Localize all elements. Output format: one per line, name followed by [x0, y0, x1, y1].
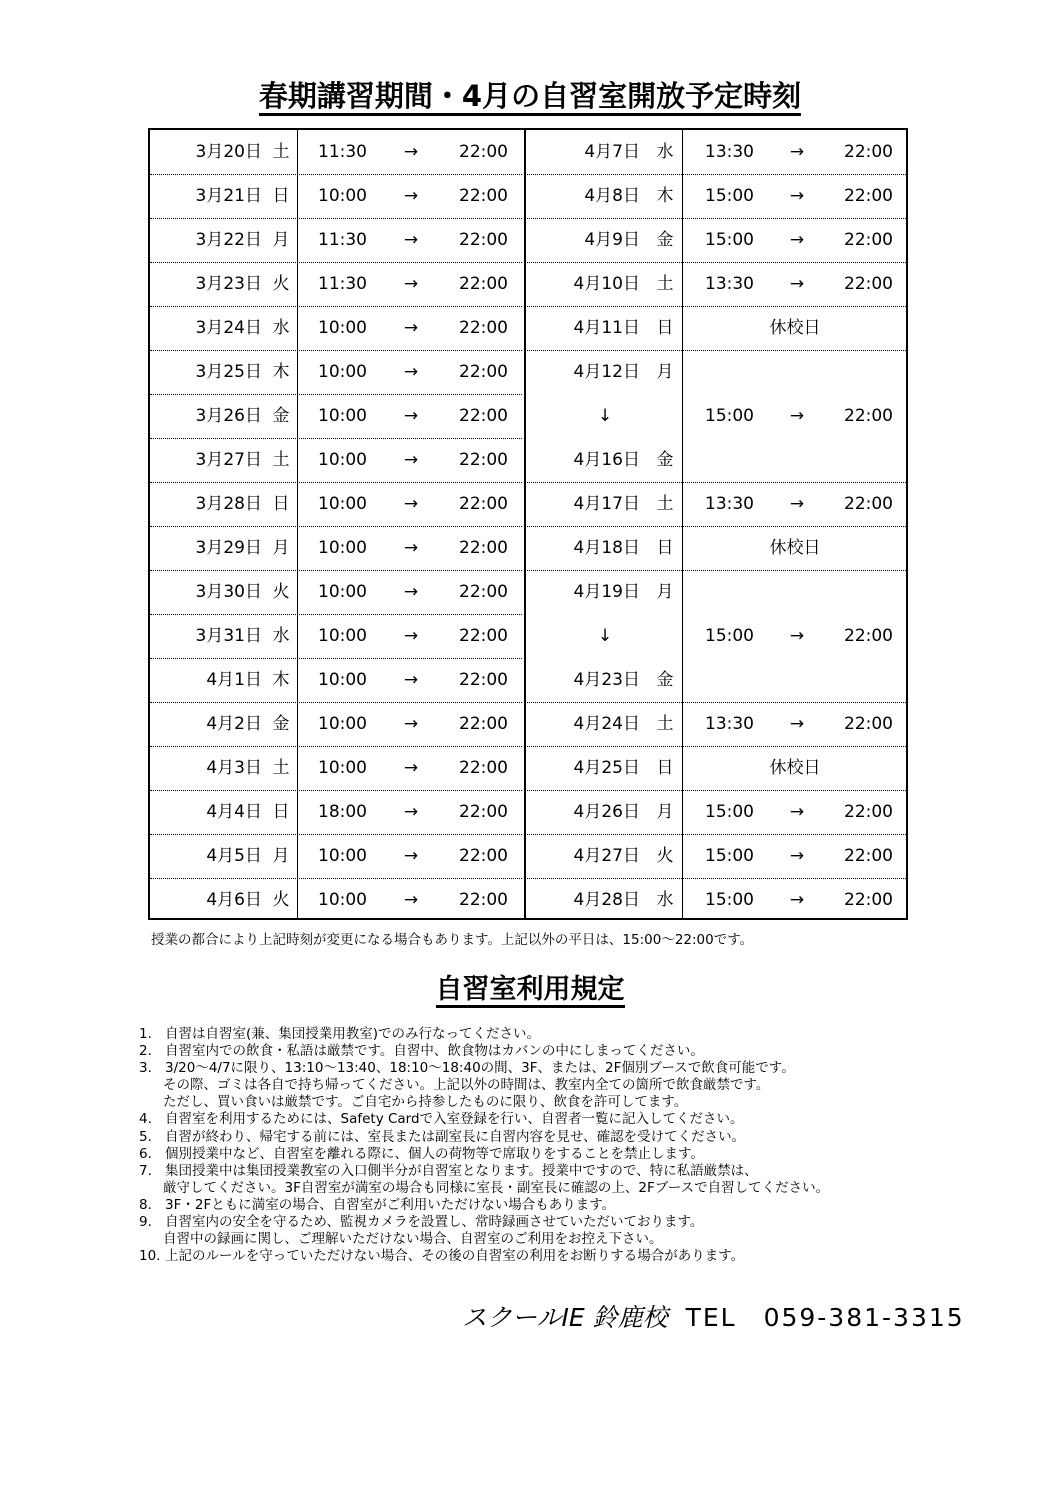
row-date: 3月23日 [195, 274, 262, 294]
row-open-time: 13:30 [705, 142, 754, 162]
rule-item [135, 1111, 915, 1128]
row-open-time: 10:00 [318, 450, 367, 470]
row-weekday: 日 [656, 318, 674, 338]
row-arrow: → [403, 890, 419, 910]
row-date: 4月8日 [584, 186, 640, 206]
rule-text: 3/20～4/7に限り、13:10～13:40、18:10～18:40の間、3F、または、2F個別ブースで飲食可能です。 [165, 1060, 795, 1077]
row-arrow: → [789, 406, 805, 426]
row-date: 3月31日 [195, 626, 262, 646]
row-arrow: → [789, 186, 805, 206]
footer [462, 1298, 965, 1338]
row-date: 3月30日 [195, 582, 262, 602]
row-arrow: → [403, 582, 419, 602]
row-open-time: 10:00 [318, 758, 367, 778]
row-close-time: 22:00 [844, 714, 893, 734]
row-open-time: 11:30 [318, 142, 367, 162]
row-arrow: → [403, 670, 419, 690]
row-open-time: 10:00 [318, 582, 367, 602]
row-close-time: 22:00 [459, 186, 508, 206]
row-arrow: → [403, 318, 419, 338]
row-close-time: 22:00 [459, 802, 508, 822]
rule-item [135, 1146, 915, 1163]
row-weekday: 土 [272, 758, 290, 778]
closed-day: 休校日 [769, 758, 821, 778]
row-close-time: 22:00 [459, 142, 508, 162]
schedule-note: 授業の都合により上記時刻が変更になる場合もあります。上記以外の平日は、15:00～22:00です。 [151, 932, 754, 948]
row-arrow: → [789, 890, 805, 910]
row-close-time: 22:00 [459, 582, 508, 602]
rule-item [135, 1214, 915, 1231]
row-open-time: 15:00 [705, 846, 754, 866]
row-weekday: 金 [272, 714, 290, 734]
row-date: 4月19日 [573, 582, 640, 602]
row-close-time: 22:00 [844, 142, 893, 162]
row-date: 3月22日 [195, 230, 262, 250]
row-weekday: 月 [272, 846, 290, 866]
row-arrow: → [403, 494, 419, 514]
row-arrow: → [789, 142, 805, 162]
row-open-time: 10:00 [318, 538, 367, 558]
row-arrow: → [403, 362, 419, 382]
rule-number: 5. [139, 1128, 152, 1145]
rule-number: 4. [139, 1111, 152, 1128]
row-open-time: 10:00 [318, 846, 367, 866]
row-weekday: 日 [272, 186, 290, 206]
row-weekday: 日 [272, 802, 290, 822]
rule-number: 1. [139, 1026, 152, 1042]
row-close-time: 22:00 [459, 846, 508, 866]
row-date: 3月21日 [195, 186, 262, 206]
rule-item [135, 1248, 915, 1265]
row-weekday: 土 [272, 142, 290, 162]
row-close-time: 22:00 [844, 230, 893, 250]
row-open-time: 10:00 [318, 406, 367, 426]
row-date: 4月5日 [206, 846, 262, 866]
row-weekday: 日 [656, 538, 674, 558]
row-date: 4月6日 [206, 890, 262, 910]
rule-number: 8. [139, 1196, 152, 1213]
row-weekday: 火 [272, 890, 290, 910]
row-open-time: 13:30 [705, 274, 754, 294]
row-close-time: 22:00 [459, 758, 508, 778]
rule-item [135, 1197, 915, 1214]
row-date: 4月25日 [573, 758, 640, 778]
row-open-time: 10:00 [318, 494, 367, 514]
row-close-time: 22:00 [459, 450, 508, 470]
row-date: 4月17日 [573, 494, 640, 514]
row-down-arrow: ↓ [597, 626, 613, 646]
row-weekday: 水 [656, 142, 674, 162]
school-name: スクールIE 鈴鹿校 [462, 1303, 668, 1332]
rule-text: 上記のルールを守っていただけない場合、その後の自習室の利用をお断りする場合があります。 [165, 1248, 745, 1265]
row-open-time: 15:00 [705, 406, 754, 426]
row-weekday: 月 [656, 802, 674, 822]
row-date: 4月9日 [584, 230, 640, 250]
row-weekday: 月 [656, 362, 674, 382]
row-weekday: 月 [272, 230, 290, 250]
phone-number: TEL 059-381-3315 [685, 1303, 965, 1332]
row-open-time: 15:00 [705, 890, 754, 910]
row-date: 4月4日 [206, 802, 262, 822]
row-close-time: 22:00 [459, 538, 508, 558]
row-open-time: 18:00 [318, 802, 367, 822]
row-date: 4月2日 [206, 714, 262, 734]
row-date: 4月23日 [573, 670, 640, 690]
rule-item [135, 1180, 915, 1197]
row-open-time: 15:00 [705, 626, 754, 646]
row-date: 4月27日 [573, 846, 640, 866]
schedule-table [148, 128, 908, 920]
row-open-time: 10:00 [318, 714, 367, 734]
rule-item [135, 1129, 915, 1146]
row-open-time: 10:00 [318, 362, 367, 382]
rule-text: 3F・2Fともに満室の場合、自習室がご利用いただけない場合もあります。 [165, 1196, 616, 1213]
row-close-time: 22:00 [844, 846, 893, 866]
row-close-time: 22:00 [459, 230, 508, 250]
row-date: 3月27日 [195, 450, 262, 470]
row-weekday: 木 [272, 670, 290, 690]
row-weekday: 金 [656, 230, 674, 250]
row-weekday: 土 [272, 450, 290, 470]
rule-text: 自習室内の安全を守るため、監視カメラを設置し、常時録画させていただいております。 [165, 1214, 704, 1231]
row-weekday: 月 [656, 582, 674, 602]
rule-number: 6. [139, 1145, 152, 1162]
row-date: 3月20日 [195, 142, 262, 162]
row-down-arrow: ↓ [597, 406, 613, 426]
row-arrow: → [789, 626, 805, 646]
row-arrow: → [403, 274, 419, 294]
row-arrow: → [403, 626, 419, 646]
row-date: 4月24日 [573, 714, 640, 734]
row-open-time: 10:00 [318, 626, 367, 646]
row-weekday: 木 [656, 186, 674, 206]
row-arrow: → [403, 538, 419, 558]
row-close-time: 22:00 [459, 318, 508, 338]
row-open-time: 10:00 [318, 186, 367, 206]
row-arrow: → [403, 230, 419, 250]
table-divider [297, 130, 298, 918]
row-date: 4月10日 [573, 274, 640, 294]
row-date: 3月26日 [195, 406, 262, 426]
row-arrow: → [403, 450, 419, 470]
row-close-time: 22:00 [844, 494, 893, 514]
rule-text: 厳守してください。3F自習室が満室の場合も同様に室長・副室長に確認の上、2Fブースで自習してください。 [163, 1179, 830, 1196]
closed-day: 休校日 [769, 538, 821, 558]
rule-number: 7. [139, 1162, 152, 1179]
rule-text: 個別授業中など、自習室を離れる際に、個人の荷物等で席取りをすることを禁止します。 [165, 1145, 704, 1162]
row-arrow: → [789, 494, 805, 514]
rule-text: 集団授業中は集団授業教室の入口側半分が自習室となります。授業中ですので、特に私語厳禁は、 [165, 1162, 758, 1179]
row-weekday: 土 [656, 274, 674, 294]
row-weekday: 日 [272, 494, 290, 514]
rule-number: 10. [139, 1248, 161, 1265]
row-weekday: 金 [656, 670, 674, 690]
row-close-time: 22:00 [844, 406, 893, 426]
row-open-time: 10:00 [318, 318, 367, 338]
row-date: 3月28日 [195, 494, 262, 514]
row-date: 3月25日 [195, 362, 262, 382]
rule-text: 自習が終わり、帰宅する前には、室長または副室長に自習内容を見せ、確認を受けてください。 [165, 1128, 746, 1145]
row-close-time: 22:00 [459, 714, 508, 734]
rule-item [135, 1163, 915, 1180]
row-weekday: 土 [656, 714, 674, 734]
row-weekday: 火 [272, 582, 290, 602]
row-weekday: 火 [272, 274, 290, 294]
row-date: 3月29日 [195, 538, 262, 558]
row-date: 4月7日 [584, 142, 640, 162]
rule-item [135, 1231, 915, 1248]
rule-text: その際、ゴミは各自で持ち帰ってください。上記以外の時間は、教室内全ての箇所で飲食厳禁です。 [163, 1077, 770, 1094]
row-open-time: 13:30 [705, 714, 754, 734]
rule-text: 自習は自習室(兼、集団授業用教室)でのみ行なってください。 [165, 1026, 541, 1042]
row-arrow: → [403, 846, 419, 866]
row-close-time: 22:00 [844, 890, 893, 910]
row-arrow: → [403, 802, 419, 822]
row-close-time: 22:00 [459, 274, 508, 294]
rules-title: 自習室利用規定 [0, 972, 1060, 1008]
row-close-time: 22:00 [459, 362, 508, 382]
row-open-time: 15:00 [705, 802, 754, 822]
row-close-time: 22:00 [459, 670, 508, 690]
row-date: 4月12日 [573, 362, 640, 382]
row-weekday: 水 [272, 626, 290, 646]
row-date: 4月18日 [573, 538, 640, 558]
row-open-time: 11:30 [318, 230, 367, 250]
row-arrow: → [403, 758, 419, 778]
row-date: 4月26日 [573, 802, 640, 822]
row-close-time: 22:00 [459, 494, 508, 514]
row-arrow: → [789, 274, 805, 294]
row-open-time: 10:00 [318, 670, 367, 690]
row-close-time: 22:00 [844, 274, 893, 294]
row-weekday: 水 [272, 318, 290, 338]
row-weekday: 金 [656, 450, 674, 470]
row-arrow: → [789, 846, 805, 866]
row-close-time: 22:00 [844, 186, 893, 206]
row-date: 4月16日 [573, 450, 640, 470]
row-close-time: 22:00 [459, 406, 508, 426]
rule-text: 自習室を利用するためには、Safety Cardで入室登録を行い、自習者一覧に記入してください。 [165, 1111, 744, 1128]
rule-number: 3. [139, 1060, 152, 1077]
row-open-time: 13:30 [705, 494, 754, 514]
row-open-time: 11:30 [318, 274, 367, 294]
row-open-time: 15:00 [705, 186, 754, 206]
row-weekday: 日 [656, 758, 674, 778]
row-arrow: → [403, 186, 419, 206]
row-date: 4月11日 [573, 318, 640, 338]
row-weekday: 月 [272, 538, 290, 558]
rule-item [135, 1026, 915, 1043]
row-weekday: 金 [272, 406, 290, 426]
rule-item [135, 1077, 915, 1094]
rule-item [135, 1060, 915, 1077]
rule-text: 自習中の録画に関し、ご理解いただけない場合、自習室のご利用をお控え下さい。 [163, 1231, 663, 1248]
row-arrow: → [403, 406, 419, 426]
row-close-time: 22:00 [459, 890, 508, 910]
row-date: 3月24日 [195, 318, 262, 338]
row-date: 4月1日 [206, 670, 262, 690]
row-arrow: → [789, 714, 805, 734]
rule-text: ただし、買い食いは厳禁です。ご自宅から持参したものに限り、飲食を許可してます。 [163, 1094, 688, 1111]
row-arrow: → [789, 230, 805, 250]
rule-item [135, 1094, 915, 1111]
row-weekday: 火 [656, 846, 674, 866]
rule-number: 9. [139, 1214, 152, 1231]
rule-item [135, 1043, 915, 1060]
row-weekday: 木 [272, 362, 290, 382]
row-date: 4月3日 [206, 758, 262, 778]
row-close-time: 22:00 [844, 626, 893, 646]
row-close-time: 22:00 [844, 802, 893, 822]
row-weekday: 水 [656, 890, 674, 910]
closed-day: 休校日 [769, 318, 821, 338]
row-arrow: → [403, 714, 419, 734]
rule-number: 2. [139, 1043, 152, 1060]
row-weekday: 土 [656, 494, 674, 514]
schedule-title: 春期講習期間・4月の自習室開放予定時刻 [0, 78, 1060, 114]
row-date: 4月28日 [573, 890, 640, 910]
rule-text: 自習室内での飲食・私語は厳禁です。自習中、飲食物はカバンの中にしまってください。 [165, 1043, 704, 1060]
row-arrow: → [403, 142, 419, 162]
row-open-time: 10:00 [318, 890, 367, 910]
row-close-time: 22:00 [459, 626, 508, 646]
row-open-time: 15:00 [705, 230, 754, 250]
table-divider [682, 130, 683, 918]
rules-list [135, 1026, 915, 1265]
row-arrow: → [789, 802, 805, 822]
